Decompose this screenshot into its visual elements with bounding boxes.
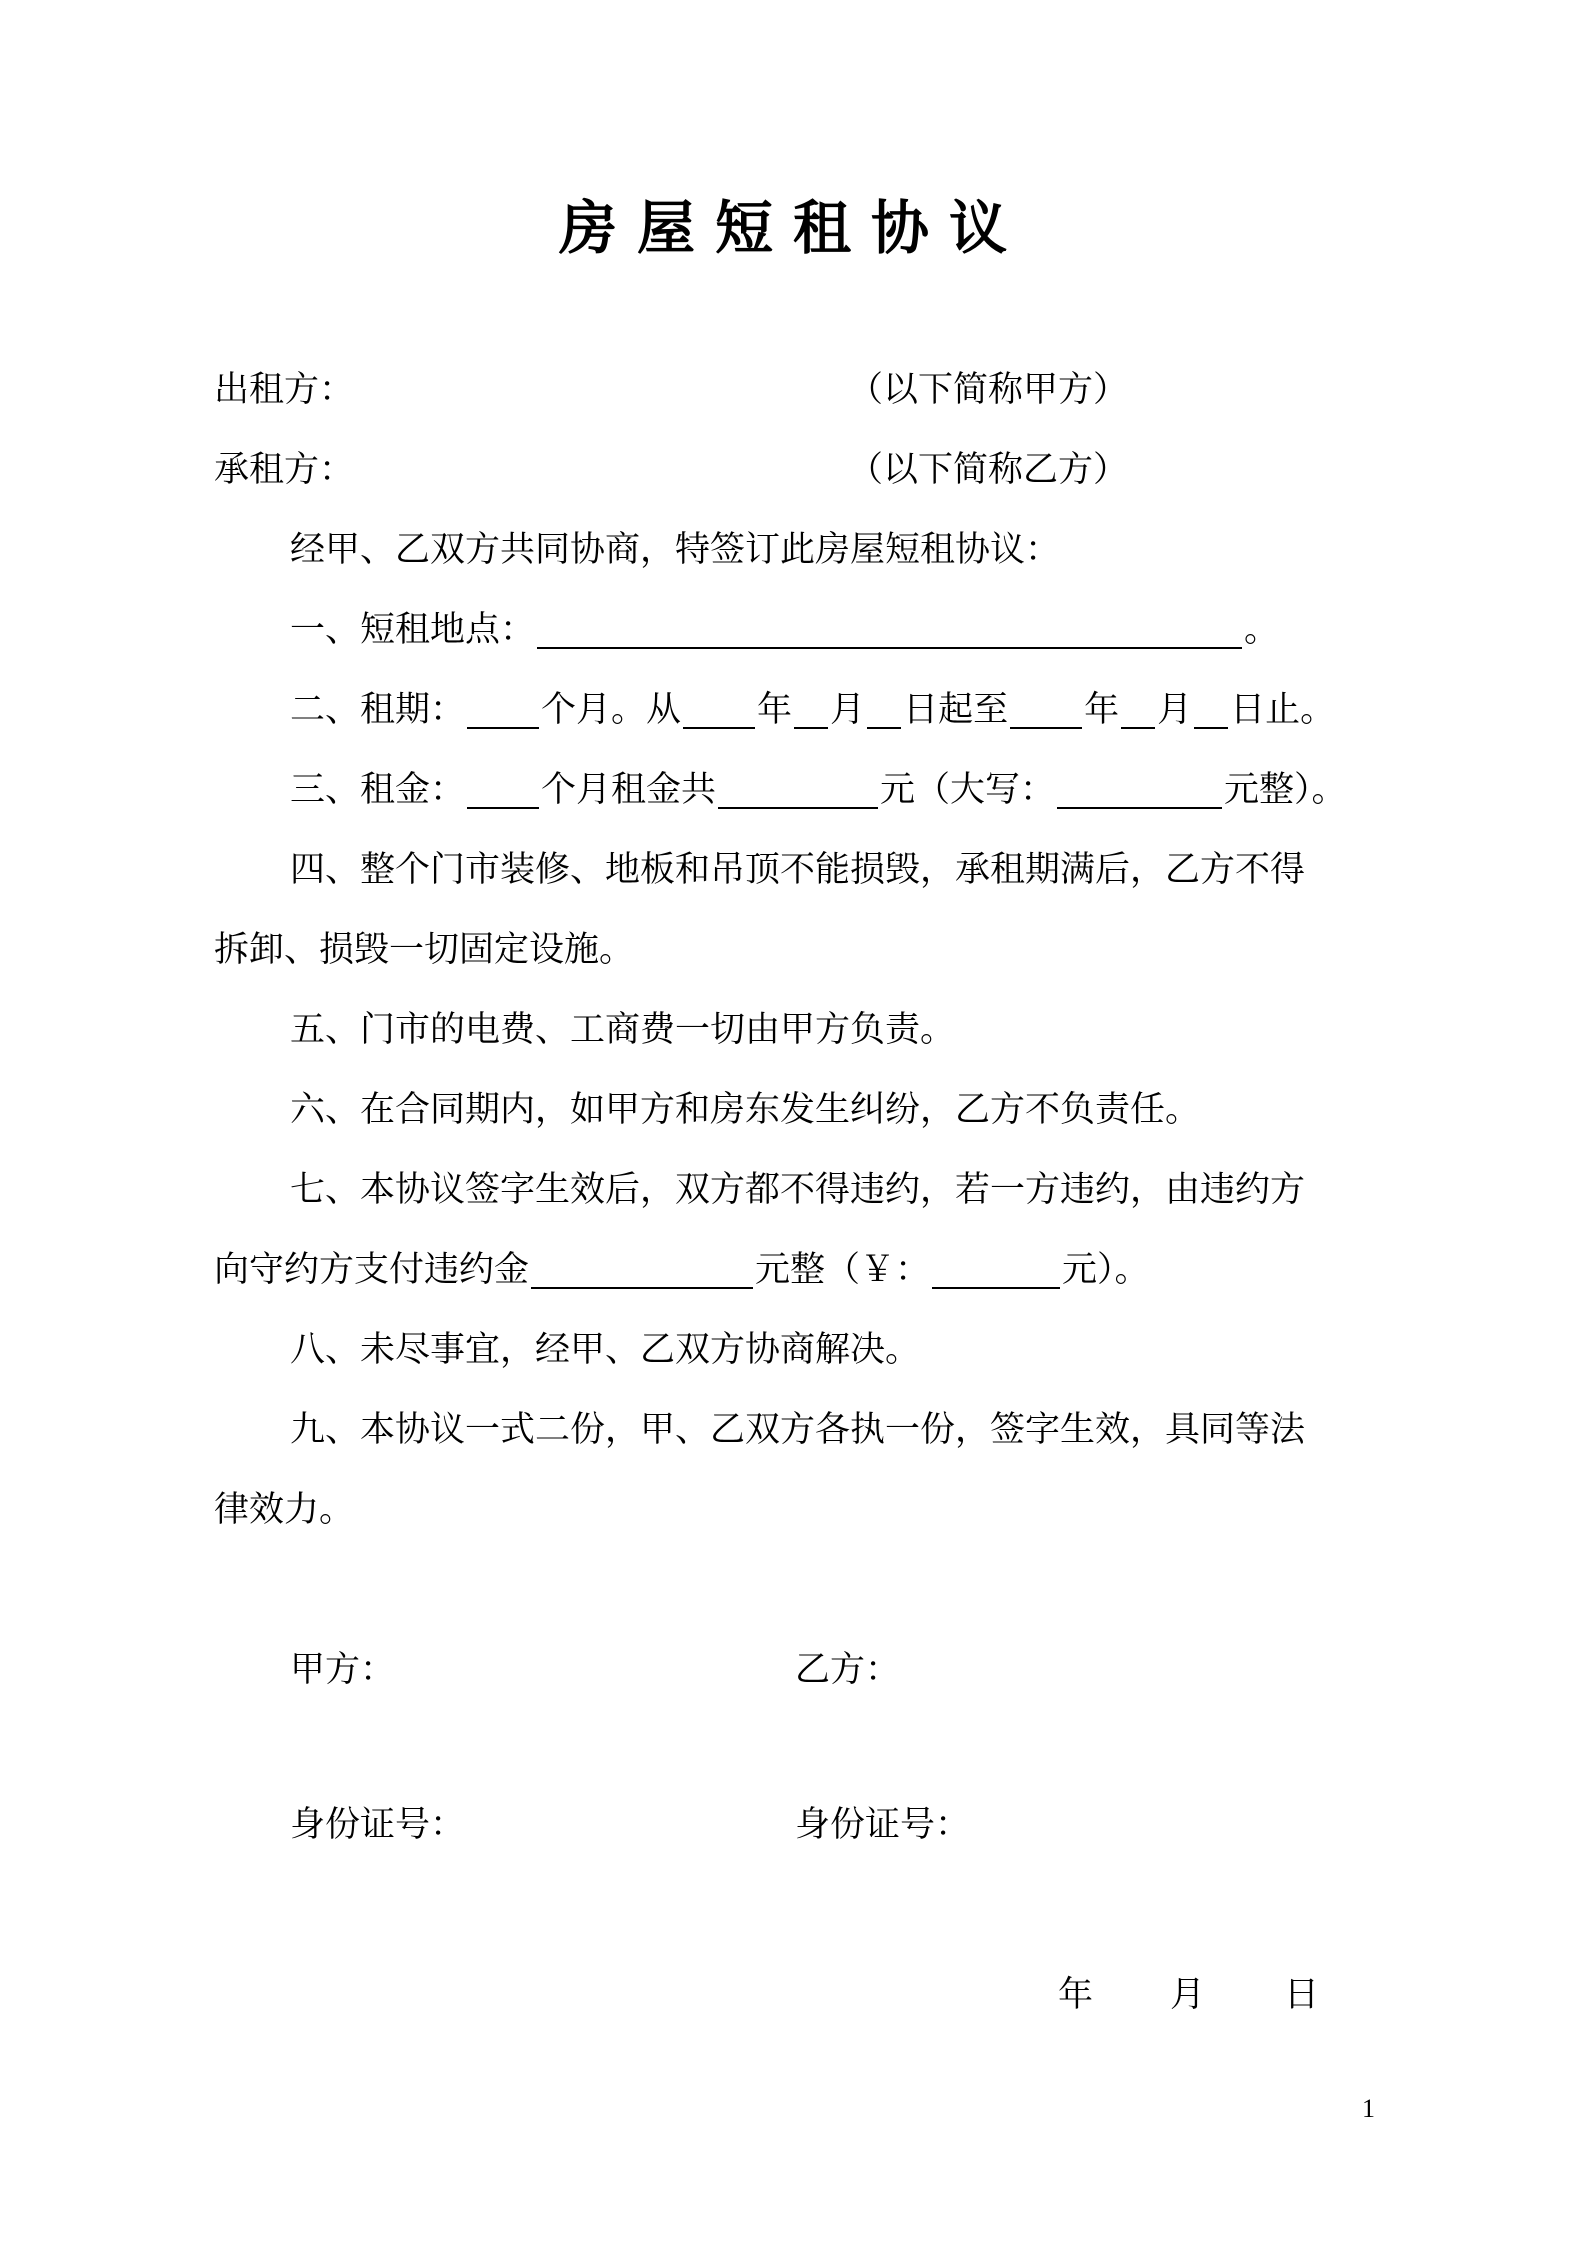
location-blank xyxy=(537,611,1242,649)
start-day-blank xyxy=(867,691,901,729)
lessor-label: 出租方： xyxy=(214,370,355,410)
start-year-blank xyxy=(683,691,755,729)
months-blank xyxy=(467,691,539,729)
party-b-signature-label: 乙方： xyxy=(795,1650,901,1690)
date-day-label: 日 xyxy=(1284,1975,1320,2015)
lessee-label: 承租方： xyxy=(214,450,355,490)
clause-2-day-end: 日止。 xyxy=(1230,690,1336,730)
intro-paragraph: 经甲、乙双方共同协商，特签订此房屋短租协议： xyxy=(290,530,1061,570)
clause-7-mid: 元整（￥： xyxy=(755,1250,931,1290)
end-month-blank xyxy=(1121,691,1155,729)
lessee-abbreviation: （以下简称乙方） xyxy=(848,450,1129,490)
clause-1-end: 。 xyxy=(1244,610,1280,650)
clause-1-label: 一、短租地点： xyxy=(290,610,536,650)
document-title: 房屋短租协议 xyxy=(558,194,1027,262)
date-month-label: 月 xyxy=(1170,1975,1206,2015)
clause-2-day-start: 日起至 xyxy=(903,690,1009,730)
clause-6: 六、在合同期内，如甲方和房东发生纠纷，乙方不负责任。 xyxy=(290,1090,1201,1130)
clause-2-month1: 月 xyxy=(830,690,866,730)
rent-amount-blank xyxy=(718,771,878,809)
clause-2 xyxy=(290,685,1335,735)
end-year-blank xyxy=(1010,691,1082,729)
clause-9-line-2: 律效力。 xyxy=(214,1490,355,1530)
clause-2-year2: 年 xyxy=(1084,690,1120,730)
clause-8: 八、未尽事宜，经甲、乙双方协商解决。 xyxy=(290,1330,921,1370)
clause-3-label: 三、租金： xyxy=(290,770,466,810)
clause-7-start: 向守约方支付违约金 xyxy=(214,1250,530,1290)
page-number: 1 xyxy=(1362,2094,1375,2123)
clause-2-year1: 年 xyxy=(757,690,793,730)
start-month-blank xyxy=(794,691,828,729)
date-year-label: 年 xyxy=(1058,1975,1094,2015)
penalty-blank xyxy=(531,1251,753,1289)
lessor-abbreviation: （以下简称甲方） xyxy=(848,370,1129,410)
clause-2-month2: 月 xyxy=(1157,690,1193,730)
clause-7-line-2 xyxy=(214,1245,1150,1295)
clause-4-line-1: 四、整个门市装修、地板和吊顶不能损毁，承租期满后，乙方不得 xyxy=(290,850,1306,890)
penalty-numeric-blank xyxy=(932,1251,1060,1289)
clause-3-end: 元整）。 xyxy=(1224,770,1347,810)
party-b-id-label: 身份证号： xyxy=(795,1805,971,1845)
clause-7-end: 元）。 xyxy=(1062,1250,1150,1290)
clause-9-line-1: 九、本协议一式二份，甲、乙双方各执一份，签字生效，具同等法 xyxy=(290,1410,1306,1450)
party-a-id-label: 身份证号： xyxy=(290,1805,466,1845)
clause-7-line-1: 七、本协议签字生效后，双方都不得违约，若一方违约，由违约方 xyxy=(290,1170,1306,1210)
party-a-signature-label: 甲方： xyxy=(290,1650,396,1690)
rent-amount-words-blank xyxy=(1057,771,1222,809)
clause-4-line-2: 拆卸、损毁一切固定设施。 xyxy=(214,930,635,970)
rent-months-blank xyxy=(467,771,539,809)
clause-2-months: 个月。从 xyxy=(541,690,682,730)
clause-2-label: 二、租期： xyxy=(290,690,466,730)
end-day-blank xyxy=(1194,691,1228,729)
clause-3-total: 个月租金共 xyxy=(541,770,717,810)
clause-5: 五、门市的电费、工商费一切由甲方负责。 xyxy=(290,1010,956,1050)
clause-3 xyxy=(290,765,1347,815)
clause-3-yuan: 元（大写： xyxy=(880,770,1056,810)
clause-1 xyxy=(290,605,1279,655)
